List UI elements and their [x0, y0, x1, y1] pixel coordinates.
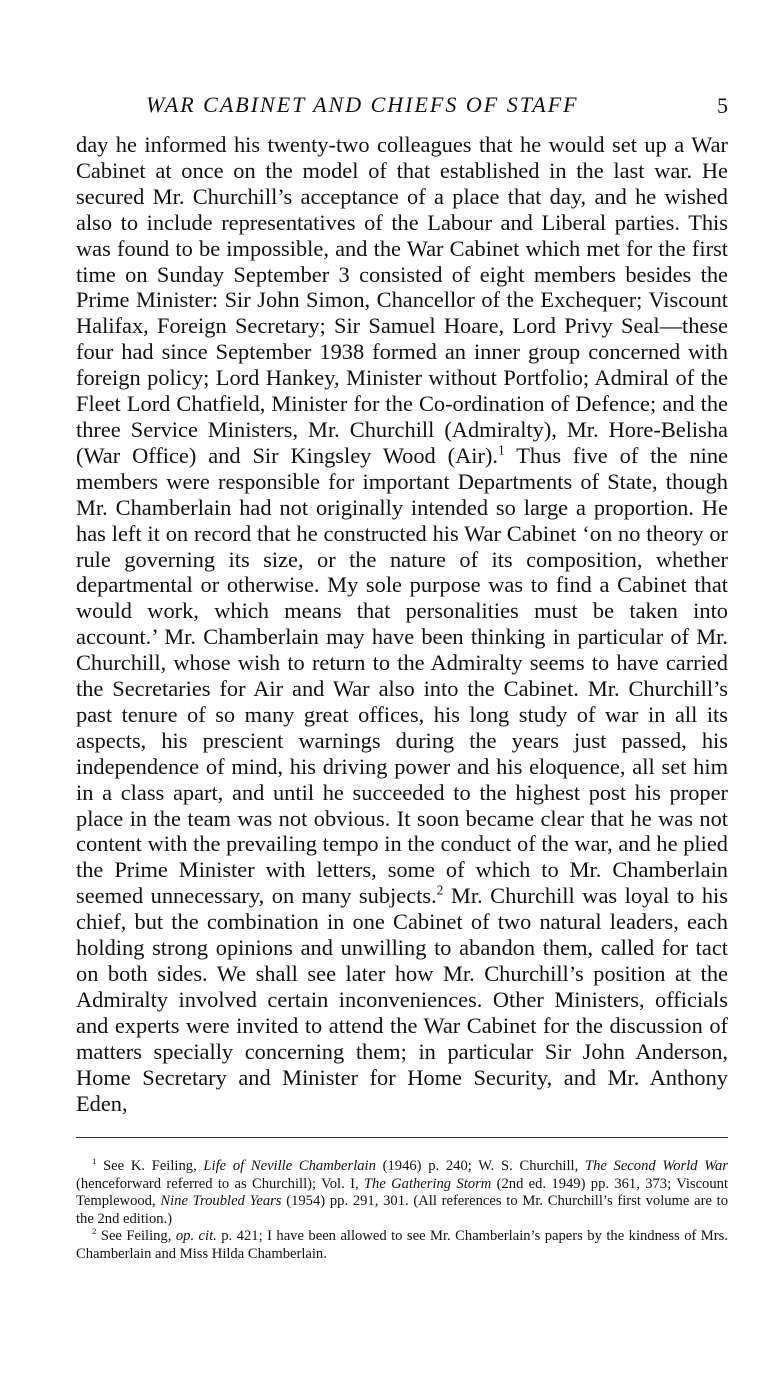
- footnotes: [76, 1158, 728, 1263]
- body-text-part-2: Thus five of the nine members were responsible for important Departments of State, though Mr. Chamberlain had not originally intended so large a proportion. He has left it on record that he constructed his War Cabinet ‘on no theory or rule governing its size, or the nature of its composition, whether departmental or otherwise. My sole purpose was to find a Cabinet that would work, which means that personalities must be taken into account.’ Mr. Chamberlain may have been thinking in particular of Mr. Churchill, whose wish to return to the Admiralty seems to have carried the Secretaries for Air and War also into the Cabinet. Mr. Churchill’s past tenure of so many great offices, his long study of war in all its aspects, his prescient warnings during the years just passed, his independence of mind, his driving power and his eloquence, all set him in a class apart, and until he succeeded to the highest post his proper place in the team was not obvious. It soon became clear that he was not content with the prevailing tempo in the conduct of the war, and he plied the Prime Minister with letters, some of which to Mr. Chamberlain seemed unnecessary, on many subjects.: [76, 442, 729, 909]
- main-paragraph: [76, 132, 728, 1116]
- footnote-2-text: See Feiling,: [96, 1228, 176, 1244]
- footnote-1-text: (1954) pp. 291, 301. (All references to Mr. Churchill’s first volume are to the 2nd edition.): [76, 1193, 729, 1227]
- footnote-1-text: (1946) p. 240; W. S. Churchill,: [375, 1158, 585, 1174]
- page-number: 5: [717, 93, 728, 118]
- footnote-1: [76, 1158, 728, 1228]
- footnote-divider: [76, 1137, 728, 1138]
- footnote-1-text: (henceforward referred to as Churchill); Vol. I,: [76, 1175, 364, 1192]
- body-text-part-1: day he informed his twenty-two colleagues that he would set up a War Cabinet at once on the model of that established in the last war. He secured Mr. Churchill’s acceptance of a place that day, and he wished also to include representatives of the Labour and Liberal parties. This was found to be impossible, and the War Cabinet which met for the first time on Sunday September 3 consisted of eight members besides the Prime Minister: Sir John Simon, Chancellor of the Exchequer; Viscount Halifax, Foreign Secretary; Sir Samuel Hoare, Lord Privy Seal—these four had since September 1938 formed an inner group concerned with foreign policy; Lord Hankey, Minister without Portfolio; Admiral of the Fleet Lord Chatfield, Minister for the Co-ordination of Defence; and the three Service Ministers, Mr. Churchill (Admiralty), Mr. Hore-Belisha (War Office) and Sir Kingsley Wood (Air).: [76, 132, 728, 468]
- footnote-ref-1[interactable]: 1: [498, 442, 505, 458]
- body-text-part-3: Mr. Churchill was loyal to his chief, but the combination in one Cabinet of two natural leaders, each holding strong opinions and unwilling to abandon them, called for tact on both sides. We shall see later how Mr. Churchill’s position at the Admiralty involved certain inconveniences. Other Ministers, officials and experts were invited to attend the War Cabinet for the discussion of matters specially concerning them; in particular Sir John Anderson, Home Secretary and Minister for Home Security, and Mr. Anthony Eden,: [76, 883, 728, 1116]
- footnote-2-text: p. 421; I have been allowed to see Mr. Chamberlain’s papers by the kindness of Mrs. Chamberlain and Miss Hilda Chamberlain.: [76, 1228, 728, 1262]
- footnote-mark-1: 1: [92, 1156, 97, 1167]
- footnote-1-title: The Second World War: [584, 1158, 729, 1174]
- book-page: [76, 0, 729, 1262]
- page-header: [76, 0, 728, 132]
- footnote-ref-2[interactable]: 2: [436, 882, 444, 898]
- footnote-2-citation: op. cit.: [175, 1228, 217, 1244]
- footnote-1-text: See K. Feiling,: [96, 1158, 204, 1174]
- footnote-mark-2: 2: [92, 1226, 97, 1237]
- footnote-2: [76, 1228, 728, 1263]
- footnote-1-title: The Gathering Storm: [363, 1175, 492, 1192]
- footnote-1-text: (2nd ed. 1949) pp. 361, 373; Viscount Templewood,: [76, 1175, 729, 1209]
- footnote-1-title: Life of Neville Chamberlain: [203, 1158, 376, 1174]
- footnote-1-title: Nine Troubled Years: [160, 1193, 282, 1209]
- running-title: WAR CABINET AND CHIEFS OF STAFF: [146, 92, 579, 117]
